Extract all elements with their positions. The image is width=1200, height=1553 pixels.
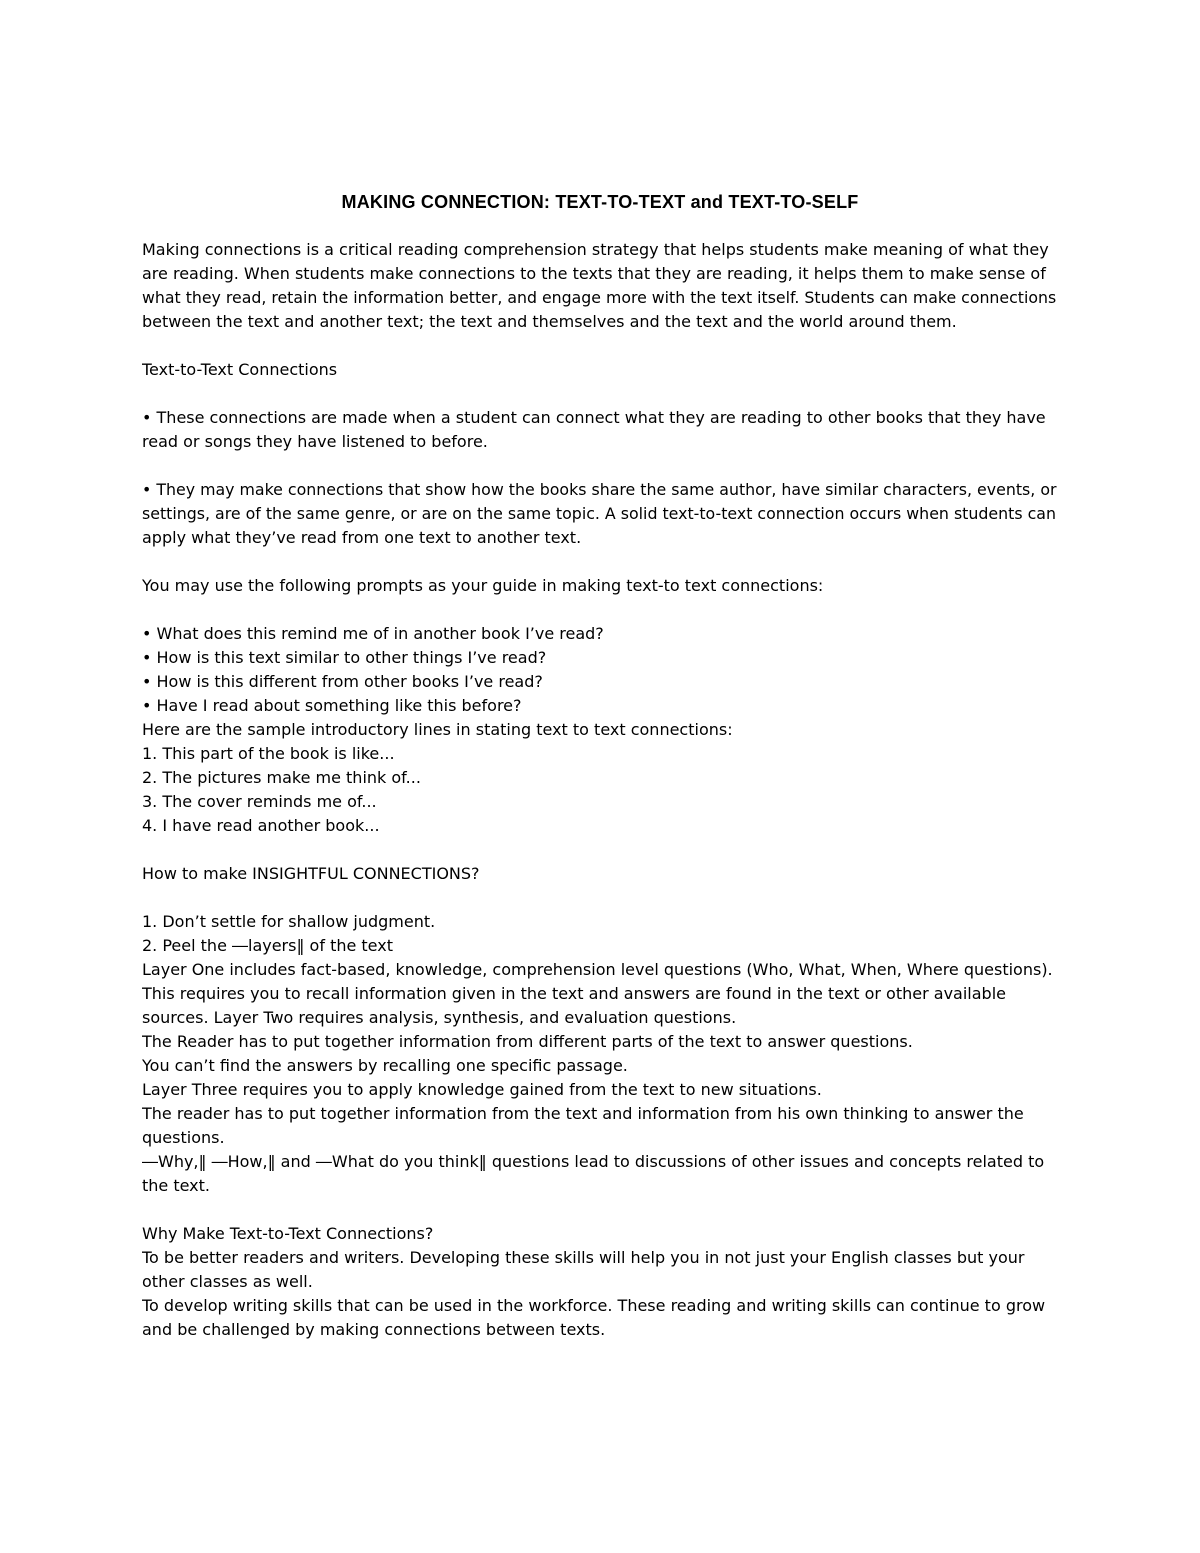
text-line: Making connections is a critical reading comprehension strategy that helps students make meaning of what they [142,240,1049,259]
list-item: • What does this remind me of in another book I’ve read? [142,624,604,643]
text-line: other classes as well. [142,1272,313,1291]
text-line: sources. Layer Two requires analysis, synthesis, and evaluation questions. [142,1008,737,1027]
list-item: Here are the sample introductory lines in stating text to text connections: [142,720,733,739]
text-line: The reader has to put together information from the text and information from his own thinking to answer the [142,1104,1024,1123]
why-section [142,1246,1062,1342]
text-line: Layer One includes fact-based, knowledge, comprehension level questions (Who, What, When, Where questions). [142,960,1053,979]
list-item: 4. I have read another book... [142,816,380,835]
insight-section [142,910,1062,1198]
text-line: ―Why,‖ ―How,‖ and ―What do you think‖ questions lead to discussions of other issues and concepts related to [142,1152,1045,1171]
list-item: • How is this different from other books I’ve read? [142,672,543,691]
text-line: between the text and another text; the text and themselves and the text and the world around them. [142,312,957,331]
paragraph-gap [142,454,1062,478]
text-line: questions. [142,1128,225,1147]
text-line: • These connections are made when a student can connect what they are reading to other books that they have [142,408,1046,427]
text-line: read or songs they have listened to before. [142,432,488,451]
text-line: • They may make connections that show how the books share the same author, have similar characters, events, or [142,480,1057,499]
text-line: To be better readers and writers. Developing these skills will help you in not just your English classes but your [142,1248,1025,1267]
paragraph-gap [142,598,1062,622]
text-line: 2. Peel the ―layers‖ of the text [142,936,393,955]
text-line: Layer Three requires you to apply knowledge gained from the text to new situations. [142,1080,822,1099]
bullet-paragraph [142,406,1062,454]
paragraph-gap [142,1198,1062,1222]
text-line: settings, are of the same genre, or are on the same topic. A solid text-to-text connection occurs when students can [142,504,1056,523]
paragraph-gap [142,886,1062,910]
text-line: You can’t find the answers by recalling one specific passage. [142,1056,628,1075]
text-line: apply what they’ve read from one text to another text. [142,528,582,547]
text-line: The Reader has to put together information from different parts of the text to answer questions. [142,1032,913,1051]
text-line: are reading. When students make connections to the texts that they are reading, it helps them to make sense of [142,264,1046,283]
page-title: MAKING CONNECTION: TEXT-TO-TEXT and TEXT-TO-SELF [341,192,859,212]
document-body [142,238,1062,1342]
paragraph-gap [142,838,1062,862]
list-item: 2. The pictures make me think of... [142,768,421,787]
insight-heading: How to make INSIGHTFUL CONNECTIONS? [142,864,480,883]
paragraph-gap [142,334,1062,358]
text-line: what they read, retain the information better, and engage more with the text itself. Students can make connections [142,288,1057,307]
prompts-list [142,622,1062,838]
paragraph-gap [142,382,1062,406]
text-line: and be challenged by making connections between texts. [142,1320,606,1339]
text-line: To develop writing skills that can be used in the workforce. These reading and writing skills can continue to grow [142,1296,1046,1315]
section-heading: Text-to-Text Connections [142,360,338,379]
why-heading: Why Make Text-to-Text Connections? [142,1224,434,1243]
bullet-paragraph [142,478,1062,550]
paragraph-gap [142,550,1062,574]
list-item: 1. This part of the book is like... [142,744,395,763]
list-item: • Have I read about something like this before? [142,696,522,715]
list-item: 3. The cover reminds me of... [142,792,377,811]
intro-paragraph [142,238,1062,334]
list-item: • How is this text similar to other things I’ve read? [142,648,547,667]
text-line: the text. [142,1176,211,1195]
prompts-intro: You may use the following prompts as your guide in making text-to text connections: [142,576,824,595]
text-line: This requires you to recall information given in the text and answers are found in the text or other available [142,984,1006,1003]
text-line: 1. Don’t settle for shallow judgment. [142,912,436,931]
